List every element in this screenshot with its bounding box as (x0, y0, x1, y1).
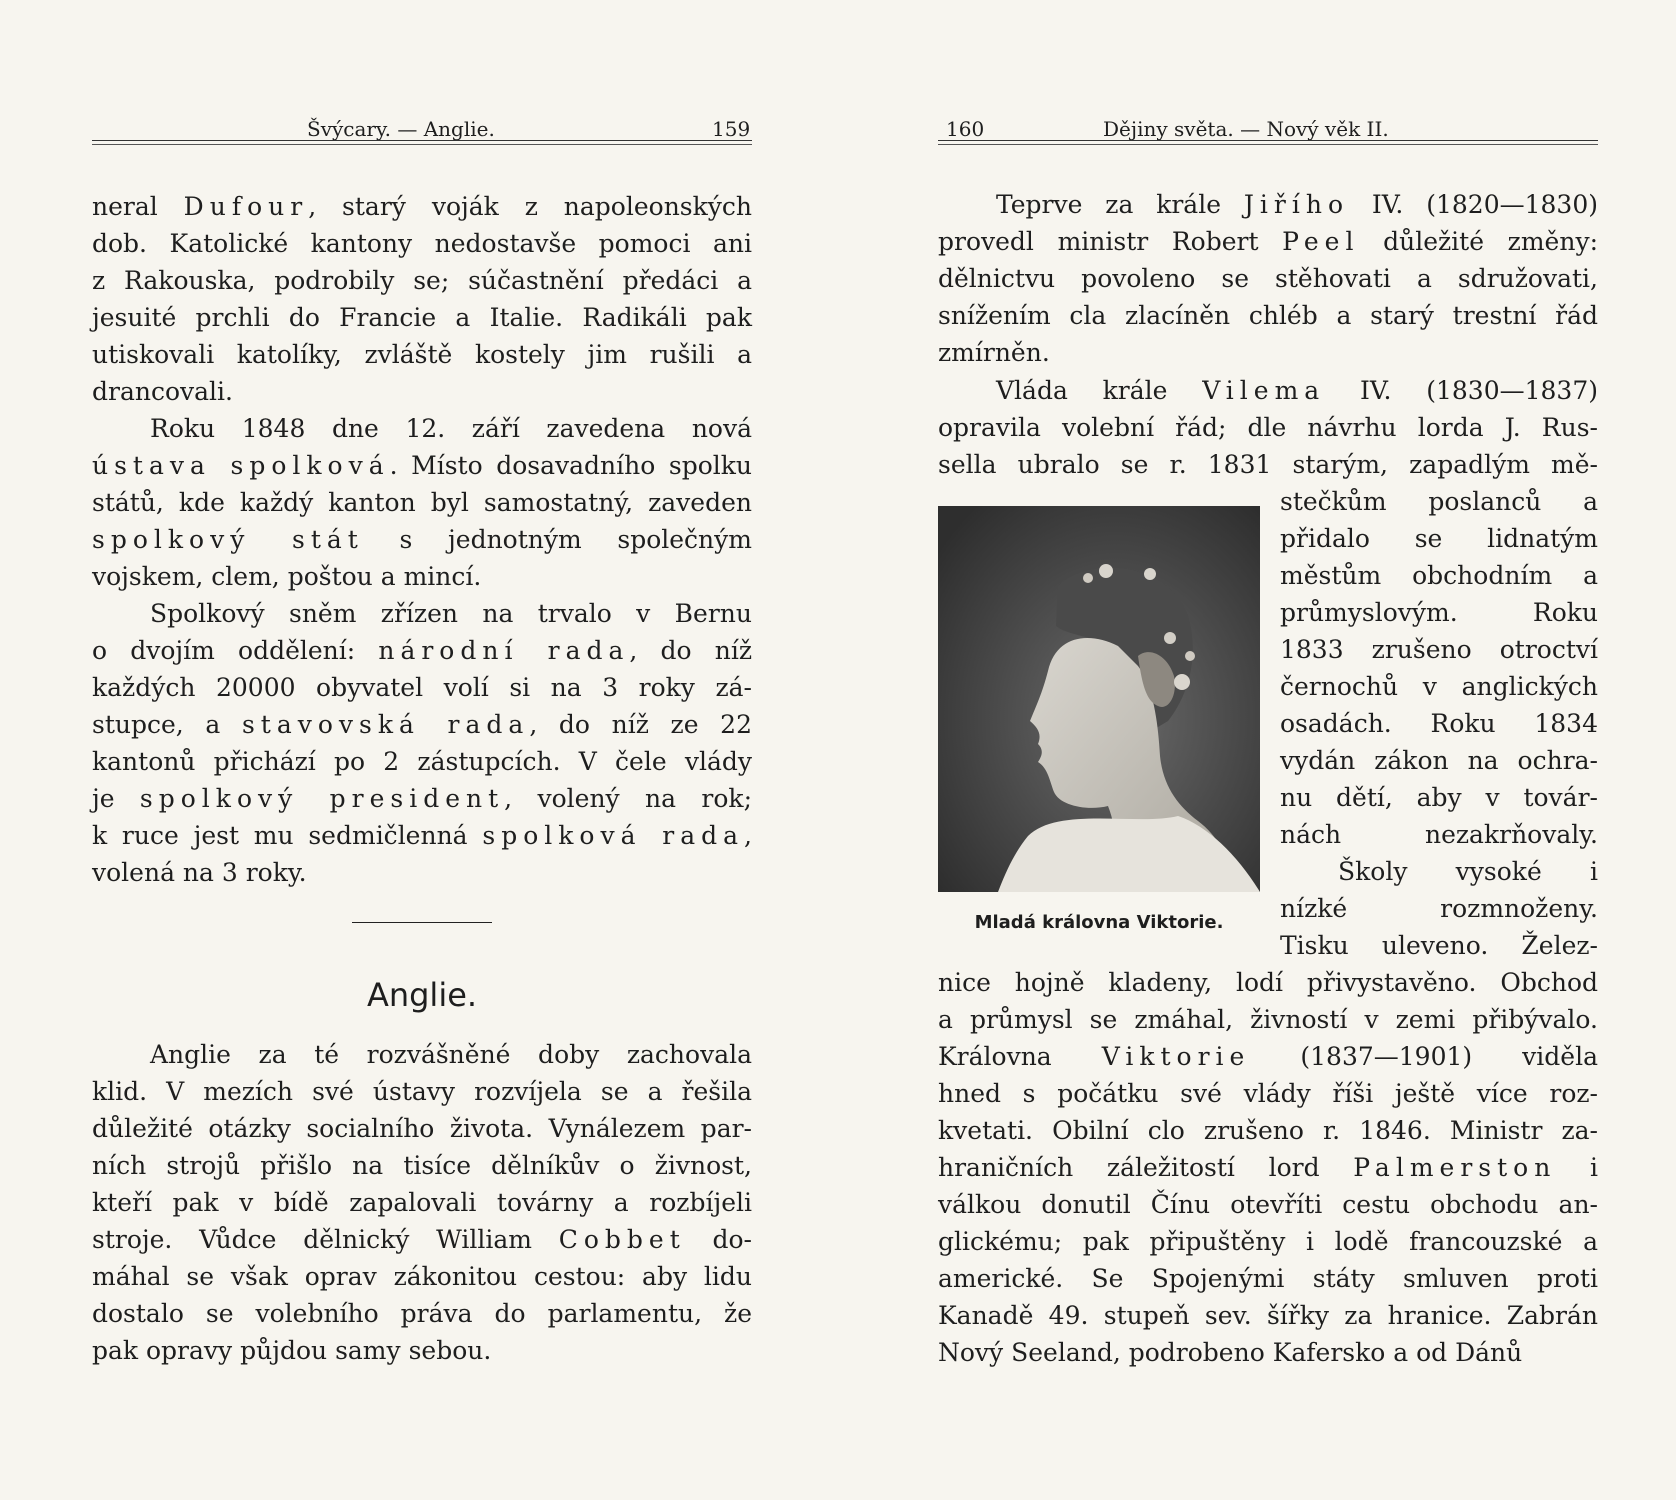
text-line: z Rakouska, podrobily se; súčastnění předáci a (92, 266, 752, 295)
text-line: spolkový stát s jednotným společným (92, 525, 752, 554)
text-line: důležité otázky socialního života. Vynálezem par- (92, 1114, 752, 1143)
text-line: států, kde každý kanton byl samostatný, zaveden (92, 488, 752, 517)
text-line: je spolkový president, volený na rok; (92, 784, 752, 813)
text-line: o dvojím oddělení: národní rada, do níž (92, 636, 752, 665)
text-line: neral Dufour, starý voják z napoleonských (92, 192, 752, 221)
text-line: každých 20000 obyvatel volí si na 3 roky zá- (92, 673, 752, 702)
text-line: vydán zákon na ochra- (1280, 746, 1598, 775)
right-page-number: 160 (946, 117, 985, 141)
left-header-title: Švýcary. — Anglie. (307, 117, 495, 141)
portrait-image (938, 506, 1260, 892)
text-line: zmírněn. (938, 338, 1050, 367)
text-line: sella ubralo se r. 1831 starým, zapadlým mě- (938, 450, 1598, 479)
text-line: přidalo se lidnatým (1280, 524, 1598, 553)
text-line: hraničních záležitostí lord Palmerston i (938, 1153, 1598, 1182)
text-line: Vláda krále Vilema IV. (1830—1837) (996, 376, 1598, 405)
section-title-anglie: Anglie. (366, 976, 478, 1014)
text-line: utiskovali katolíky, zvláště kostely jim rušili a (92, 340, 752, 369)
text-line: Královna Viktorie (1837—1901) viděla (938, 1042, 1599, 1071)
text-line: 1833 zrušeno otroctví (1280, 635, 1598, 664)
text-line: Tisku uleveno. Želez- (1280, 931, 1598, 960)
text-line: jesuité prchli do Francie a Italie. Radikáli pak (92, 303, 752, 332)
text-line: Spolkový sněm zřízen na trvalo v Bernu (150, 599, 752, 628)
text-line: k ruce jest mu sedmičlenná spolková rada, (92, 821, 752, 850)
text-line: válkou donutil Čínu otevříti cestu obchodu an- (938, 1190, 1598, 1219)
portrait-caption: Mladá královna Viktorie. (974, 912, 1224, 933)
left-paragraph-federal-assembly (92, 595, 752, 891)
text-line: a průmysl se zmáhal, živností v zemi přibývalo. (938, 1005, 1598, 1034)
text-line: hned s počátku své vlády říši ještě více roz- (938, 1079, 1598, 1108)
text-line: nu dětí, aby v továr- (1280, 783, 1598, 812)
right-paragraph-victoria (938, 964, 1598, 1371)
right-paragraph-vilem-full (938, 372, 1598, 483)
right-header-title: Dějiny světa. — Nový věk II. (1103, 117, 1389, 141)
text-line: dob. Katolické kantony nedostavše pomoci ani (92, 229, 752, 258)
text-line: klid. V mezích své ústavy rozvíjela se a řešila (92, 1077, 752, 1106)
text-line: kteří pak v bídě zapalovali továrny a rozbíjeli (92, 1188, 752, 1217)
left-page-number: 159 (712, 117, 751, 141)
text-line: stečkům poslanců a (1280, 487, 1598, 516)
left-header-rule (92, 140, 752, 141)
right-header-rule (938, 140, 1598, 141)
right-header-rule-thin (938, 144, 1598, 145)
right-paragraph-peel (938, 186, 1598, 371)
text-line: průmyslovým. Roku (1280, 598, 1598, 627)
text-line: ních strojů přišlo na tisíce dělníkův o živnost, (92, 1151, 752, 1180)
text-line: drancovali. (92, 377, 233, 406)
portrait-queen-victoria (938, 506, 1260, 892)
text-line: glickému; pak připuštěny i lodě francouzské a (938, 1227, 1598, 1256)
right-paragraph-vilem-narrow (1280, 483, 1598, 964)
text-line: městům obchodním a (1280, 561, 1598, 590)
text-line: Školy vysoké i (1338, 857, 1598, 886)
text-line: stroje. Vůdce dělnický William Cobbet do- (92, 1225, 752, 1254)
section-divider (352, 922, 492, 923)
text-line: máhal se však oprav zákonitou cestou: aby lidu (92, 1262, 752, 1291)
right-page (938, 0, 1598, 1500)
text-line: kantonů přichází po 2 zástupcích. V čele vlády (92, 747, 752, 776)
left-page (92, 0, 752, 1500)
text-line: nice hojně kladeny, lodí přivystavěno. Obchod (938, 968, 1598, 997)
text-line: volená na 3 roky. (92, 858, 307, 887)
text-line: ústava spolková. Místo dosavadního spolku (92, 451, 753, 480)
text-line: dostalo se volebního práva do parlamentu, že (92, 1299, 752, 1328)
text-line: nách nezakrňovaly. (1280, 820, 1598, 849)
text-line: nízké rozmnoženy. (1280, 894, 1598, 923)
text-line: vojskem, clem, poštou a mincí. (92, 562, 482, 591)
text-line: americké. Se Spojenými státy smluven proti (938, 1264, 1598, 1293)
left-paragraph-dufour (92, 188, 752, 410)
left-paragraph-constitution (92, 410, 752, 595)
text-line: opravila volební řád; dle návrhu lorda J. Rus- (938, 413, 1598, 442)
text-line: dělnictvu povoleno se stěhovati a sdružovati, (938, 264, 1598, 293)
text-line: Teprve za krále Jiřího IV. (1820—1830) (996, 190, 1598, 219)
text-line: stupce, a stavovská rada, do níž ze 22 (92, 710, 752, 739)
text-line: osadách. Roku 1834 (1280, 709, 1598, 738)
text-line: snížením cla zlacíněn chléb a starý trestní řád (938, 301, 1598, 330)
text-line: Roku 1848 dne 12. září zavedena nová (150, 414, 752, 443)
left-paragraph-anglie (92, 1036, 752, 1369)
text-line: Nový Seeland, podrobeno Kafersko a od Dánů (938, 1338, 1523, 1367)
text-line: Kanadě 49. stupeň sev. šířky za hranice. Zabrán (938, 1301, 1598, 1330)
text-line: Anglie za té rozvášněné doby zachovala (150, 1040, 752, 1069)
text-line: pak opravy půjdou samy sebou. (92, 1336, 492, 1365)
left-header-rule-thin (92, 144, 752, 145)
text-line: provedl ministr Robert Peel důležité změny: (938, 227, 1598, 256)
text-line: černochů v anglických (1280, 672, 1598, 701)
text-line: kvetati. Obilní clo zrušeno r. 1846. Ministr za- (938, 1116, 1598, 1145)
